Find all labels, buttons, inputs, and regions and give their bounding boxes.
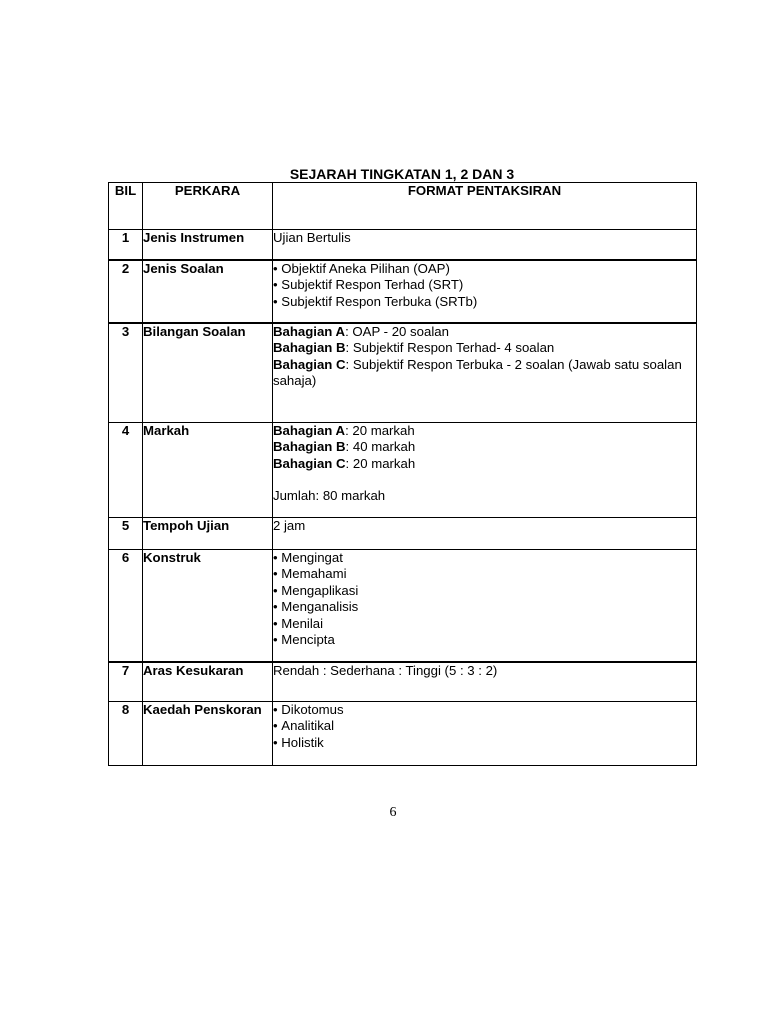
list-item: • Menilai: [273, 616, 696, 632]
total-marks: Jumlah: 80 markah: [273, 488, 386, 504]
section-line: [273, 340, 696, 356]
table-row: [109, 702, 697, 766]
table-row: [109, 662, 697, 702]
row-value: Rendah : Sederhana : Tinggi (5 : 3 : 2): [273, 662, 697, 702]
row-perkara: Bilangan Soalan: [143, 323, 273, 423]
table-row: [109, 260, 697, 323]
table-row: [109, 518, 697, 550]
row-value: 2 jam: [273, 518, 697, 550]
row-value: [273, 702, 697, 766]
row-perkara: Jenis Instrumen: [143, 230, 273, 261]
row-number: 1: [109, 230, 143, 261]
section-line: [273, 423, 696, 439]
list-item: • Holistik: [273, 735, 696, 751]
section-label: Bahagian A: [273, 423, 346, 438]
section-text: : 40 markah: [345, 439, 416, 455]
table-row: [109, 550, 697, 663]
section-line: [273, 456, 696, 472]
page-title: SEJARAH TINGKATAN 1, 2 DAN 3: [289, 166, 515, 182]
list-item: • Mencipta: [273, 632, 696, 648]
row-perkara: Jenis Soalan: [143, 260, 273, 323]
list-item: • Subjektif Respon Terbuka (SRTb): [273, 294, 696, 310]
row-value: Ujian Bertulis: [273, 230, 697, 261]
header-perkara: PERKARA: [143, 183, 273, 230]
section-label: Bahagian B: [273, 340, 346, 356]
section-label: Bahagian C: [273, 356, 346, 372]
header-bil: BIL: [109, 183, 143, 230]
list-item: • Analitikal: [273, 718, 696, 734]
row-number: 5: [109, 518, 143, 550]
row-number: 4: [109, 423, 143, 518]
row-number: 6: [109, 550, 143, 663]
section-text: : 20 markah: [345, 423, 415, 438]
table-row: [109, 423, 697, 518]
table-row: [109, 230, 697, 261]
section-text: : Subjektif Respon Terbuka - 2 soalan (Jawab satu soalan sahaja): [273, 356, 682, 389]
row-value: [273, 323, 697, 423]
row-value: [273, 260, 697, 323]
row-perkara: Kaedah Penskoran: [143, 702, 273, 766]
page-number: 6: [389, 805, 397, 820]
row-value: [273, 423, 697, 518]
section-text: : Subjektif Respon Terhad- 4 soalan: [345, 340, 555, 356]
row-value: [273, 550, 697, 663]
header-format-pentaksiran: FORMAT PENTAKSIRAN: [273, 183, 697, 230]
row-perkara: Markah: [143, 423, 273, 518]
row-number: 8: [109, 702, 143, 766]
list-item: • Menganalisis: [273, 599, 696, 615]
assessment-format-table: [108, 182, 697, 766]
section-line: [273, 324, 696, 340]
list-item: • Subjektif Respon Terhad (SRT): [273, 277, 696, 293]
row-perkara: Aras Kesukaran: [143, 662, 273, 702]
section-line: [273, 439, 696, 455]
row-perkara: Konstruk: [143, 550, 273, 663]
row-number: 2: [109, 260, 143, 323]
section-label: Bahagian C: [273, 455, 346, 471]
row-perkara: Tempoh Ujian: [143, 518, 273, 550]
table-header-row: [109, 183, 697, 230]
section-text: : OAP - 20 soalan: [345, 324, 449, 339]
section-line: [273, 357, 696, 390]
row-number: 7: [109, 662, 143, 702]
list-item: • Memahami: [273, 566, 696, 582]
section-text: : 20 markah: [345, 455, 416, 471]
section-label: Bahagian A: [273, 324, 346, 339]
list-item: • Dikotomus: [273, 702, 696, 718]
list-item: • Mengingat: [273, 550, 696, 566]
list-item: • Objektif Aneka Pilihan (OAP): [273, 261, 696, 277]
table-row: [109, 323, 697, 423]
list-item: • Mengaplikasi: [273, 583, 696, 599]
section-label: Bahagian B: [273, 439, 346, 455]
row-number: 3: [109, 323, 143, 423]
